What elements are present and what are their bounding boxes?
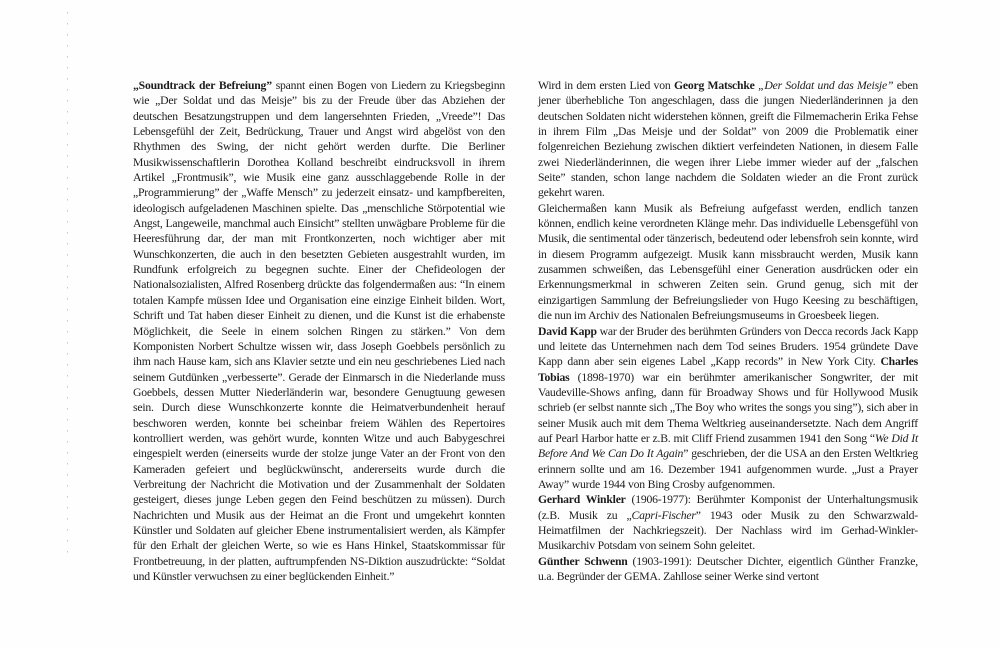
bold-text: „Soundtrack der Befreiung” bbox=[133, 79, 272, 92]
italic-text: Capri-Fischer bbox=[631, 508, 696, 522]
body-text: ” geschrieben, der die USA an den Ersten Weltkrieg erinnern sollte und am 16. Dezember 1941 aufgenommen wurde. „Just a Prayer Away” wurde 1944 von Bing Crosby aufgenommen. bbox=[538, 447, 919, 491]
body-text: (1898-1970) war ein berühmter amerikanischer Songwriter, der mit Vaudeville-Shows anfing, dann für Broadway Shows und für Hollywood Musik schrieb (er selbst nannte sich „The Boy who writes the songs you sing”), sich aber in seiner Musik auch mit dem Thema Weltkrieg auseinandersetzte. Nach dem Angriff auf Pearl Harbor hatte er z.B. mit Cliff Friend zusammen 1941 den Song “ bbox=[538, 370, 918, 445]
body-text: spannt einen Bogen von Liedern zu Kriegsbeginn wie „Der Soldat und das Meisje” bis zu der Freude über das Abziehen der deutschen Besatzungstruppen und dem langersehnten Frieden, „Vreede”! Das Lebensgefühl der Zeit, Bedrückung, Trauer und Angst wird abgelöst von den Rhythmen des Swing, der nicht gehört werden durfte. Die Berliner Musikwissenschaftlerin Dorothea Kolland beschreibt eindrucksvoll in ihrem Artikel „Frontmusik”, wie Musik eine ganz ausschlaggebende Rolle in der „Programmierung” der „Waffe Mensch” zu jederzeit einsatz- und kampfbereiten, ideologisch aufgeladenen Maschinen spielte. Das „menschliche Störpotential wie Angst, Langeweile, manchmal auch Einsicht” stellten unwägbare Probleme für die Heeresführung dar, der man mit Frontkonzerten, noch wichtiger aber mit Wunschkonzerten, die auch in den besetzten Gebieten ausgestrahlt wurden, im Rundfunk erfolgreich zu begegnen suchte. Einer der Chefideologen der Nationalsozialisten, Alfred Rosenberg drückte das folgendermaßen aus: “In einem totalen Kampfe müssen Idee und Organisation eine einzige Einheit bilden. Wort, Schrift und Tat haben dieser Einheit zu dienen, und die Kunst ist die erhabenste Möglichkeit, die Seele in einem solchen Ringen zu stärken.” Von dem Komponisten Norbert Schultze wissen wir, dass Joseph Goebbels persönlich zu ihm nach Hause kam, sich ans Klavier setzte und ein neu geschriebenes Lied nach seinem Gutdünken „verbesserte”. Gerade der Einmarsch in die Niederlande muss Goebbels, dessen Mutter Niederländerin war, besondere Genugtuung gewesen sein. Durch diese Wunschkonzerte konnte die Heimatverbundenheit herauf beschworen werden, konnte bei scheinbar freiem Wählen des Repertoires kontrolliert werden, was gehört wurde, konnten Witze und auch Babygeschrei eingespielt werden (einerseits wurde der stolze junge Vater an der Front von den Kameraden gefeiert und beglückwünscht, andererseits wurde durch die Verbreitung der Nachricht die Motivation und der Zusammenhalt der Soldaten gesteigert, dieses junge Leben gegen den Feind beschützen zu müssen). Durch Nachrichten und Musik aus der Heimat an die Front und umgekehrt konnten Künstler und Soldaten auf gleicher Ebene instrumentalisiert werden, als Kämpfer für den Erhalt der gleichen Werte, so wie es Hans Hinkel, Staatskommissar für Frontbetreuung, in der platten, auftrumpfenden NS-Diktion auszudrückte: “Soldat und Künstler verwuchsen zu einer beglückenden Einheit.” bbox=[133, 79, 505, 583]
paragraph bbox=[538, 324, 918, 493]
bold-text: Georg Matschke bbox=[673, 79, 755, 92]
body-text: ” 1943 oder Musik zu den Schwarzwald-Heimatfilmen der Nachkriegszeit). Der Nachlass wird im Gerhad-Winkler-Musikarchiv Potsdam von seinem Sohn geleitet. bbox=[538, 508, 918, 553]
body-text: Wird in dem ersten Lied von bbox=[538, 79, 674, 92]
body-text: (1903-1991): Deutscher Dichter, eigentlich Günther Franzke, u.a. Begründer der GEMA. Zahllose seiner Werke sind vertont bbox=[538, 554, 918, 583]
bold-text: David Kapp bbox=[538, 324, 597, 338]
paragraph bbox=[538, 492, 918, 553]
italic-text: We Did It Before And We Can Do It Again bbox=[538, 431, 918, 461]
bold-text: Günther Schwenn bbox=[538, 554, 628, 568]
body-text: eben jener überhebliche Ton angeschlagen, dass die jungen Niederländerinnen ja den deutschen Soldaten nicht widerstehen können, greift die Filmemacherin Erika Fehse in ihrem Film „Das Meisje und der Soldat” von 2009 die Problematik einer folgenreichen Beziehung zwischen diktiert verfeindeten Nationen, in diesem Falle zwei Niederländerinnen, die wegen ihrer Liebe immer wieder auf der „falschen Seite” standen, schon lange nachdem die Soldaten wieder an die Front zurück gekehrt waren. bbox=[538, 79, 918, 200]
body-text: Gleichermaßen kann Musik als Befreiung aufgefasst werden, endlich tanzen können, endlich keine verordneten Klänge mehr. Das individuelle Lebensgefühl von Musik, die sentimental oder tänzerisch, bedeutend oder lebensfroh sein konnte, wird in diesem Programm aufgezeigt. Musik kann missbraucht werden, Musik kann zusammen schweißen, das Lebensgefühl einer Generation ausdrücken oder ein Erkennungsmerkmal in schweren Zeiten sein. Grund genug, sich mit der einzigartigen Sammlung der Befreiungslieder von Hugo Keesing zu beschäftigen, die nun im Archiv des Nationalen Befreiungsmuseums in Groesbeek liegen. bbox=[538, 201, 918, 323]
right-text-column bbox=[538, 78, 918, 584]
paragraph bbox=[133, 78, 505, 584]
left-text-column bbox=[133, 78, 505, 584]
bold-text: Charles Tobias bbox=[538, 355, 918, 384]
body-text: (1906-1977): Berühmter Komponist der Unterhaltungsmusik (z.B. Musik zu „ bbox=[538, 493, 918, 522]
body-text: war der Bruder des berühmten Gründers von Decca records Jack Kapp und leitete das Unternehmen nach dem Tod seines Bruders. 1954 gründete Dave Kapp dann aber sein eigenes Label „Kapp records” in New York City. bbox=[538, 324, 919, 369]
paragraph bbox=[538, 554, 918, 585]
bold-text: Gerhard Winkler bbox=[538, 493, 626, 507]
margin-dotted-line bbox=[67, 12, 68, 557]
paragraph bbox=[538, 201, 918, 324]
italic-text: „Der Soldat und das Meisje” bbox=[758, 79, 894, 92]
paragraph bbox=[538, 78, 918, 201]
